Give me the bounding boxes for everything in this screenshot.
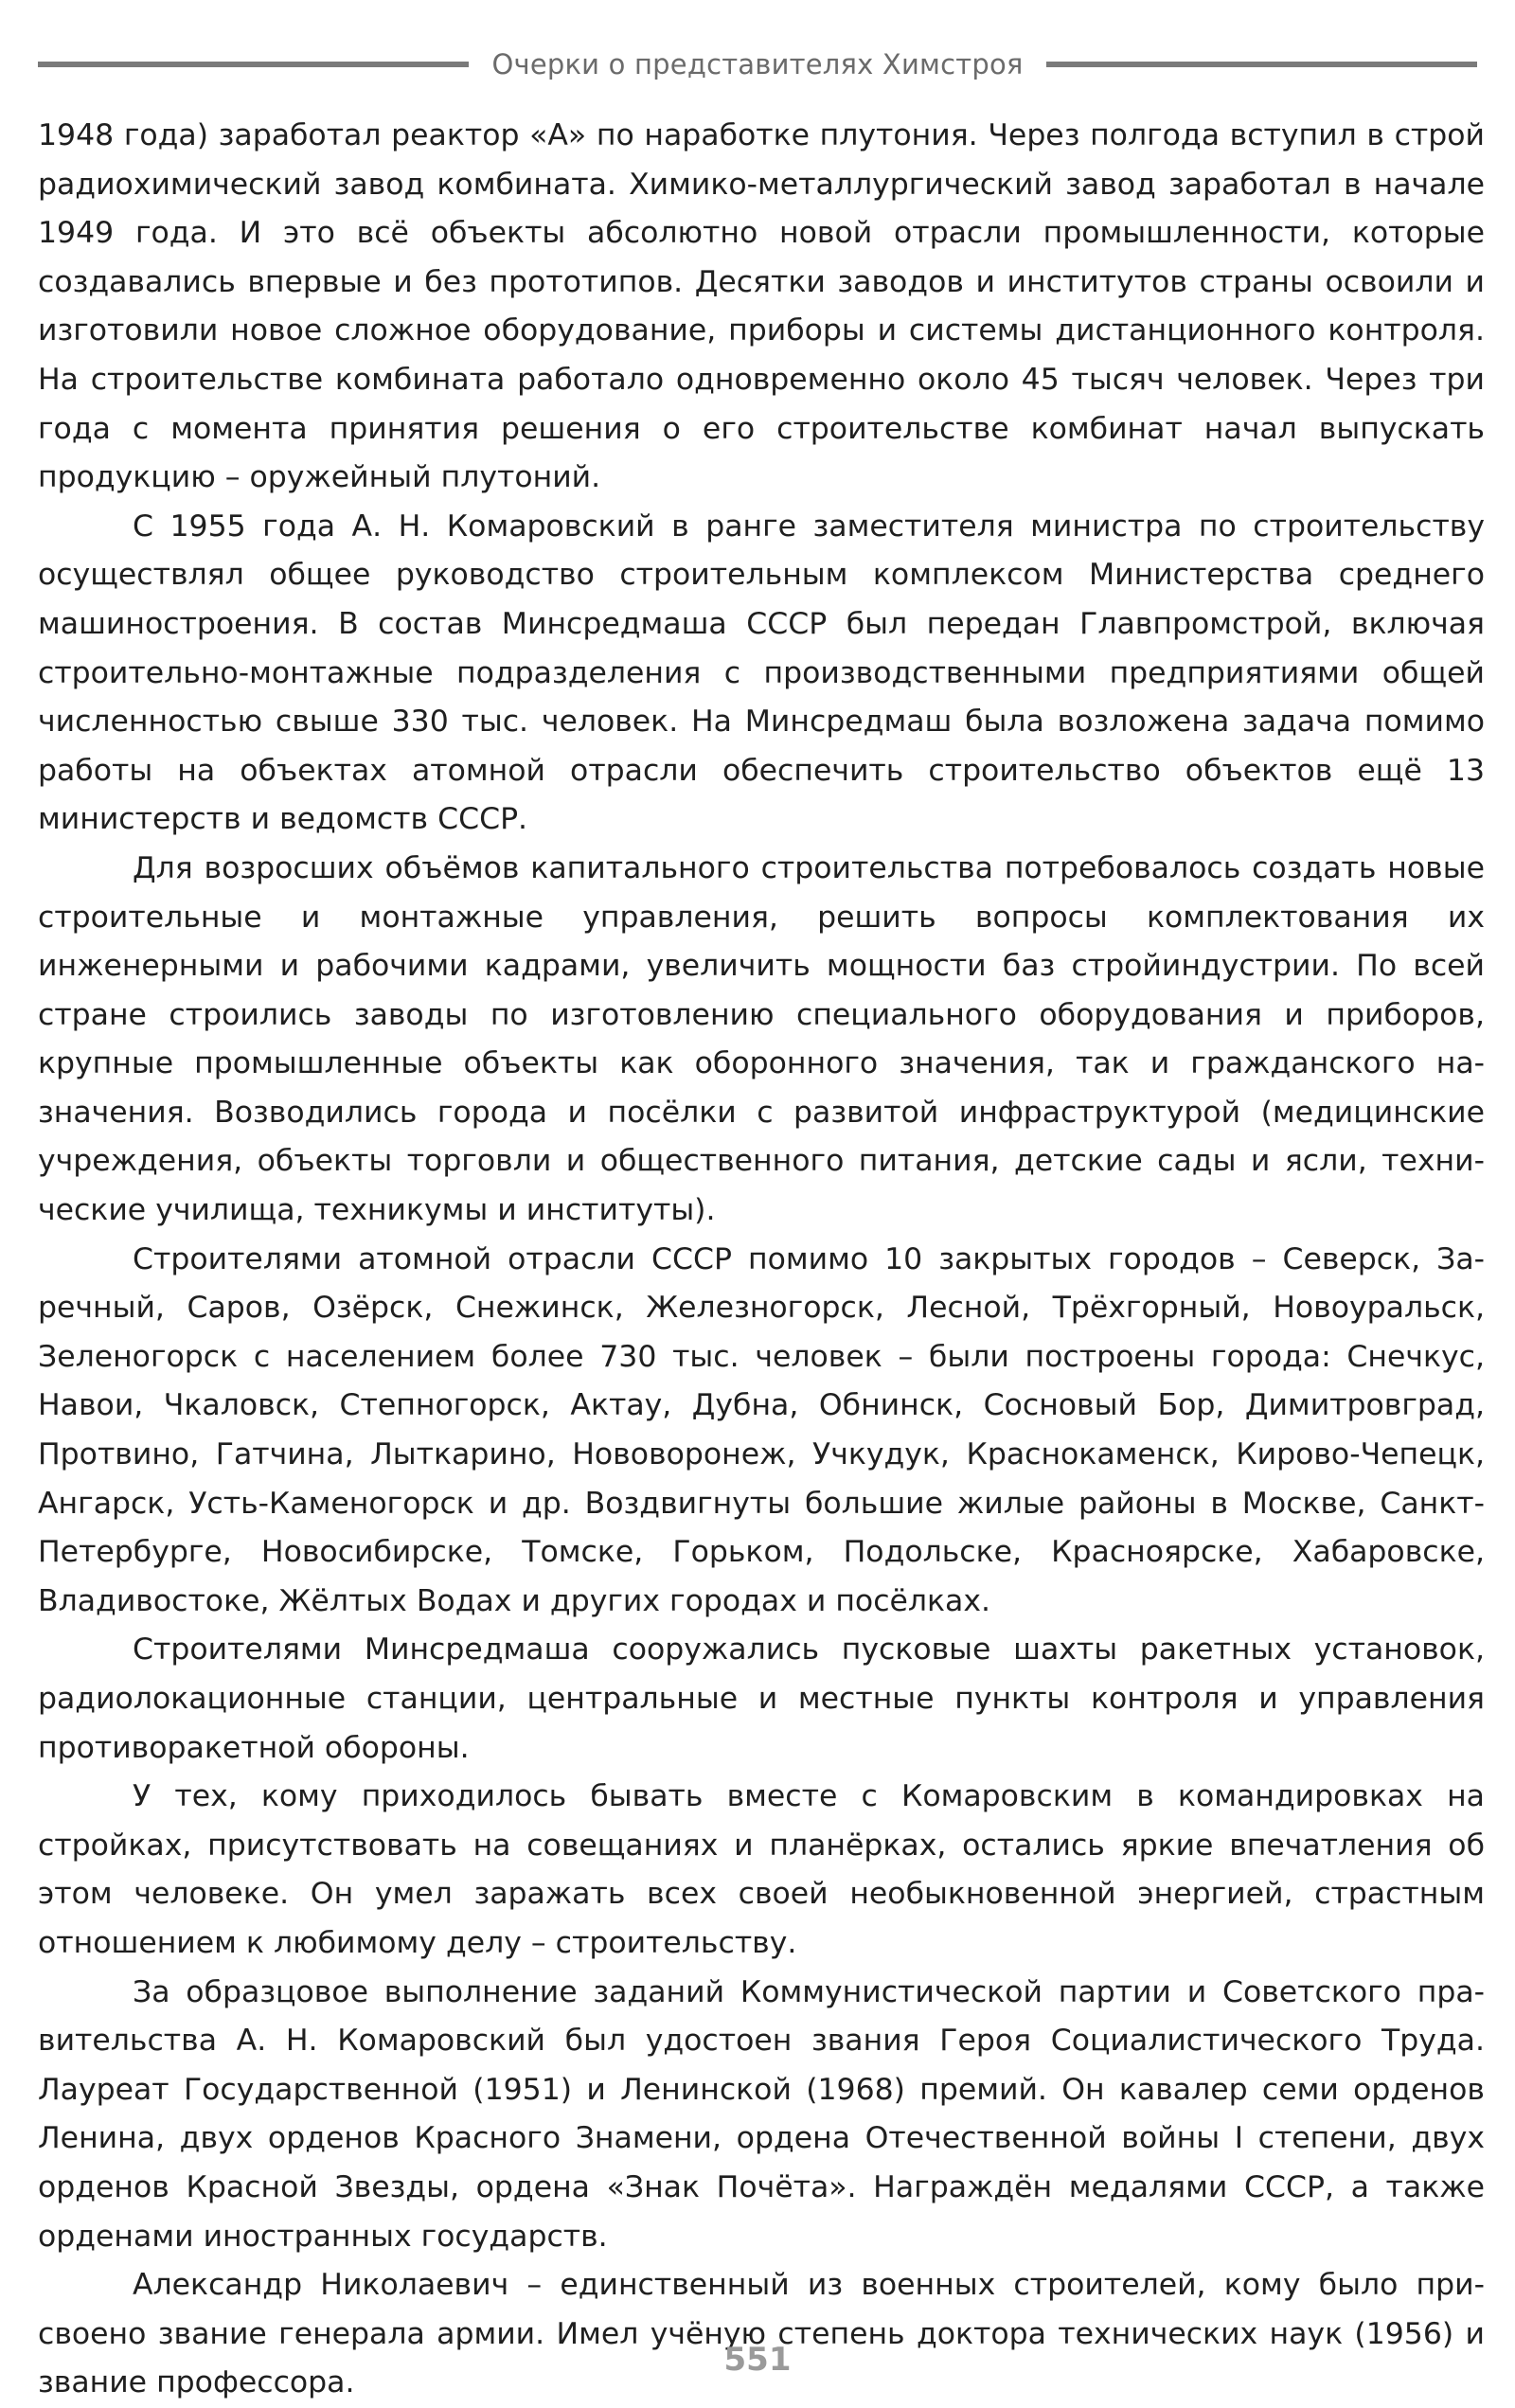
body-text — [38, 112, 1485, 2408]
paragraph: Строителями атомной отрасли СССР помимо 10 закрытых городов – Северск, Заречный, Саров, Озёрск, Снежинск, Железногорск, Лесной, Трёхгорный, Новоуральск, Зеленогорск с населением более 730 тыс. человек – были построены города: Снечкус, Навои, Чкаловск, Степногорск, Актау, Дубна, Обнинск, Сосновый Бор, Димитровград, Протвино, Гатчина, Лыткарино, Нововоронеж, Учкудук, Краснокаменск, Кирово-Чепецк, Ангарск, Усть-Каменогорск и др. Воздвигнуты большие жилые районы в Москве, Санкт-Петербурге, Новосибирске, Томске, Горьком, Подольске, Красноярске, Хабаровске, Владивостоке, Жёлтых Водах и других городах и посёлках. — [38, 1241, 1485, 1618]
running-header-title: Очерки о представителях Химстроя — [491, 48, 1024, 80]
paragraph: Для возросших объёмов капитального строительства потребовалось создать новые строительные и монтажные управления, решить вопросы комплектования их инженерными и рабочими кадрами, увеличить мощности баз стройиндустрии. По всей стране строились заводы по изготовлению специального оборудования и приборов, крупные промышленные объекты как оборонного значения, так и гражданского назначения. Возводились города и посёлки с развитой инфраструктурой (медицинские учреждения, объекты торговли и общественного питания, детские сады и ясли, технические училища, техникумы и институты). — [38, 850, 1485, 1228]
paragraph: За образцовое выполнение заданий Коммунистической партии и Советского правительства А. Н. Комаровский был удостоен звания Героя Социалистического Труда. Лауреат Государственной (1951) и Ленинской (1968) премий. Он кавалер семи орденов Ленина, двух орденов Красного Знамени, ордена Отечественной войны I степени, двух орденов Красной Звезды, ордена «Знак Почёта». Награждён медалями СССР, а также орденами иностранных государств. — [38, 1974, 1485, 2254]
paragraph: У тех, кому приходилось бывать вместе с Комаровским в командировках на стройках, присутствовать на совещаниях и планёрках, остались яркие впечатления об этом человеке. Он умел заражать всех своей необыкновенной энергией, страстным отношением к любимому делу – строительству. — [38, 1779, 1485, 1960]
paragraph: С 1955 года А. Н. Комаровский в ранге заместителя министра по строительству осуществлял общее руководство строительным комплексом Министерства среднего машиностроения. В состав Минсредмаша СССР был передан Главпромстрой, включая строительно-монтажные подразделения с производственными предприятиями общей численностью свыше 330 тыс. человек. На Минсредмаш была возложена задача помимо работы на объектах атомной отрасли обеспечить строительство объектов ещё 13 министерств и ведомств СССР. — [38, 508, 1485, 837]
running-header — [38, 38, 1477, 91]
page-number: 551 — [723, 2341, 792, 2379]
header-rule-left — [38, 62, 469, 67]
paragraph: Александр Николаевич – единственный из военных строителей, кому было присвоено звание генерала армии. Имел учёную степень доктора технических наук (1956) и звание профессора. — [38, 2268, 1485, 2400]
paragraph-continuation: 1948 года) заработал реактор «А» по наработке плутония. Через полгода вступил в строй радиохимический завод комбината. Химико-металлургический завод заработал в начале 1949 года. И это всё объекты абсолютно новой отрасли промышленности, которые создавались впервые и без прототипов. Десятки заводов и институтов страны освоили и изготовили новое сложное оборудование, приборы и системы дистанционного контроля. На строительстве комбината работало одновременно около 45 тысяч человек. Через три года с момента принятия решения о его строительстве комбинат начал выпускать продукцию – оружейный плутоний. — [38, 118, 1485, 495]
paragraph: Строителями Минсредмаша сооружались пусковые шахты ракетных установок, радиолокационные станции, центральные и местные пункты контроля и управления противоракетной обороны. — [38, 1632, 1485, 1765]
header-rule-right — [1046, 62, 1477, 67]
